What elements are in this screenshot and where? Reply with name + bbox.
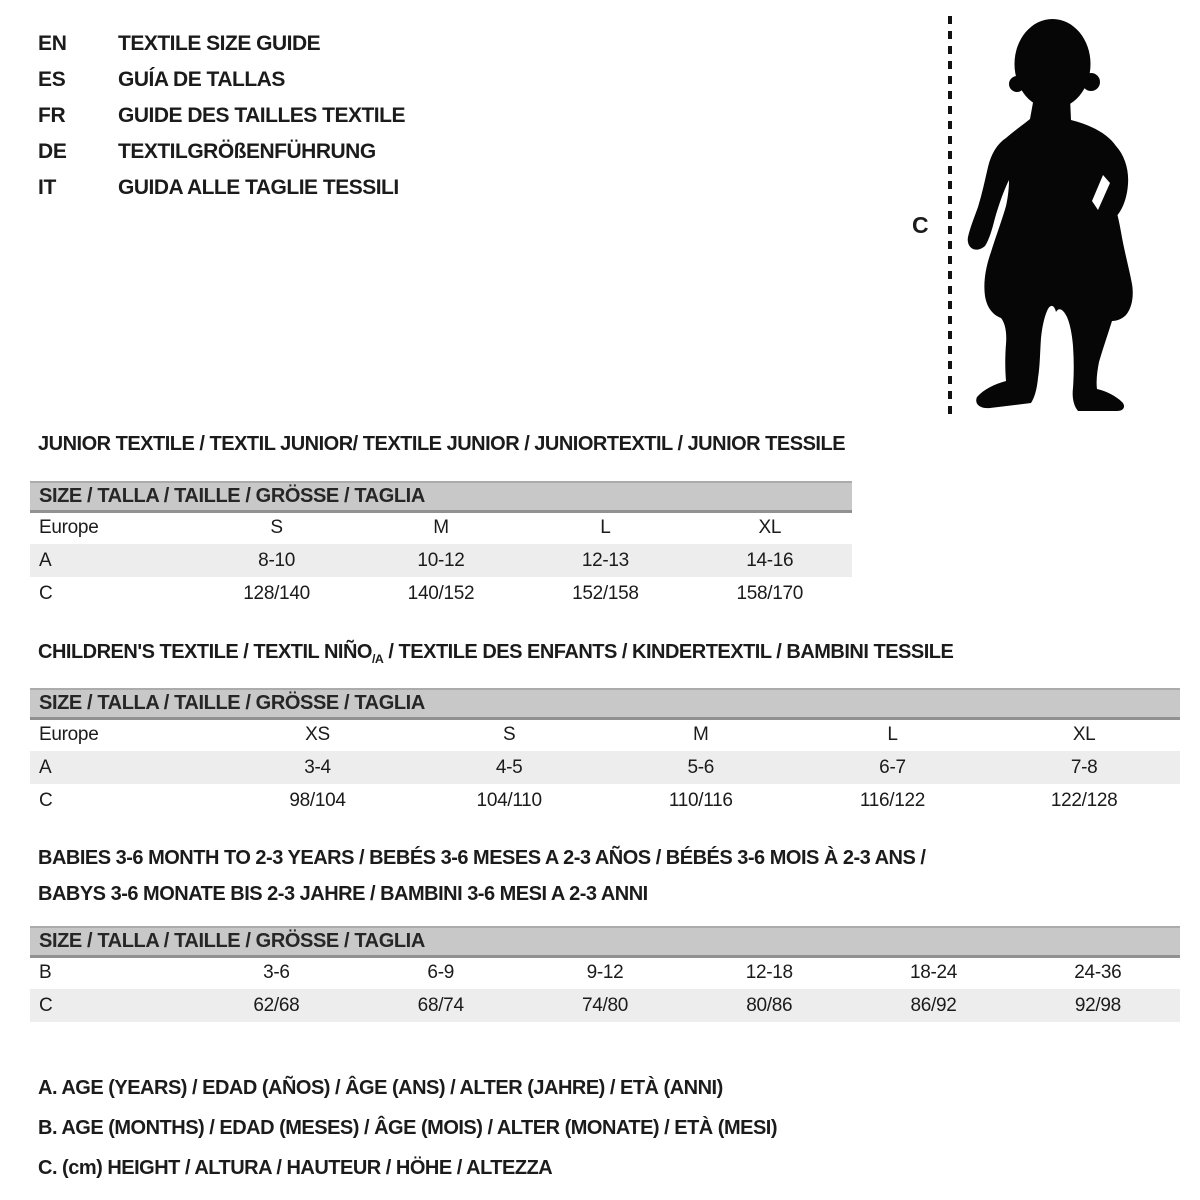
value-cell: L bbox=[887, 724, 898, 746]
size-header-row bbox=[30, 927, 1180, 956]
table-title-line: BABIES 3-6 MONTH TO 2-3 YEARS / BEBÉS 3-6 MESES A 2-3 AÑOS / BÉBÉS 3-6 MOIS À 2-3 ANS / bbox=[38, 847, 926, 869]
row-label-cell: Europe bbox=[39, 724, 99, 746]
value-cell: 7-8 bbox=[988, 751, 1180, 784]
size-header-row bbox=[30, 689, 1180, 718]
value-cell: 128/140 bbox=[243, 582, 310, 604]
value-cell: 62/68 bbox=[194, 989, 358, 1022]
value-cell: 116/122 bbox=[859, 789, 926, 811]
language-code: EN bbox=[38, 32, 67, 55]
value-cell: 98/104 bbox=[289, 789, 346, 811]
value-cell: 3-6 bbox=[263, 962, 290, 984]
value-cell: 74/80 bbox=[523, 989, 687, 1022]
size-header-cell: SIZE / TALLA / TAILLE / GRÖSSE / TAGLIA bbox=[30, 482, 852, 511]
guide-title: GUIDE DES TAILLES TEXTILE bbox=[118, 104, 405, 127]
size-header-row bbox=[30, 482, 852, 511]
row-label-legend bbox=[38, 1068, 777, 1188]
table-row bbox=[30, 544, 852, 577]
table-title-line: JUNIOR TEXTILE / TEXTIL JUNIOR/ TEXTILE JUNIOR / JUNIORTEXTIL / JUNIOR TESSILE bbox=[38, 433, 846, 455]
size-header-cell: SIZE / TALLA / TAILLE / GRÖSSE / TAGLIA bbox=[30, 927, 1180, 956]
language-row bbox=[38, 26, 405, 62]
children-size-table bbox=[30, 688, 1180, 817]
value-cell: 18-24 bbox=[909, 962, 958, 984]
height-measure-dashed-line bbox=[948, 16, 952, 416]
table-title-line: BABYS 3-6 MONATE BIS 2-3 JAHRE / BAMBINI 3-6 MESI A 2-3 ANNI bbox=[38, 883, 648, 905]
value-cell: 12-13 bbox=[523, 544, 687, 577]
guide-title: GUÍA DE TALLAS bbox=[118, 68, 285, 91]
table-row bbox=[30, 577, 852, 610]
value-cell: M bbox=[433, 517, 449, 539]
row-label-cell: A bbox=[30, 751, 222, 784]
babies-size-table bbox=[30, 926, 1180, 1022]
value-cell: XS bbox=[305, 724, 330, 746]
value-cell: 6-7 bbox=[797, 751, 989, 784]
value-cell: L bbox=[600, 517, 611, 539]
value-cell: 110/116 bbox=[668, 789, 733, 811]
value-cell: 5-6 bbox=[605, 751, 797, 784]
value-cell: XL bbox=[1072, 724, 1096, 746]
row-label-cell: C bbox=[39, 582, 53, 604]
value-cell: 6-9 bbox=[427, 962, 454, 984]
row-label-cell: B bbox=[39, 962, 52, 984]
row-label-cell: A bbox=[30, 544, 194, 577]
junior-size-table bbox=[30, 481, 852, 610]
value-cell: 9-12 bbox=[586, 962, 624, 984]
value-cell: 14-16 bbox=[688, 544, 852, 577]
value-cell: 122/128 bbox=[1050, 789, 1118, 811]
legend-line: C. (cm) HEIGHT / ALTURA / HAUTEUR / HÖHE / ALTEZZA bbox=[38, 1157, 553, 1179]
value-cell: 140/152 bbox=[407, 582, 475, 604]
value-cell: XL bbox=[758, 517, 782, 539]
value-cell: 68/74 bbox=[359, 989, 523, 1022]
table-row bbox=[30, 511, 852, 544]
table-row bbox=[30, 956, 1180, 989]
value-cell: 86/92 bbox=[851, 989, 1015, 1022]
value-cell: 8-10 bbox=[194, 544, 358, 577]
junior-section-title bbox=[38, 426, 845, 462]
guide-title: TEXTILGRÖßENFÜHRUNG bbox=[118, 140, 376, 163]
legend-line: B. AGE (MONTHS) / EDAD (MESES) / ÂGE (MOIS) / ALTER (MONATE) / ETÀ (MESI) bbox=[38, 1117, 778, 1139]
language-code: FR bbox=[38, 104, 66, 127]
value-cell: 4-5 bbox=[413, 751, 605, 784]
value-cell: S bbox=[502, 724, 516, 746]
table-row bbox=[30, 989, 1180, 1022]
value-cell: 24-36 bbox=[1074, 962, 1122, 984]
value-cell: 80/86 bbox=[687, 989, 851, 1022]
language-title-list bbox=[38, 26, 405, 206]
children-section-title bbox=[38, 634, 953, 677]
value-cell: S bbox=[270, 517, 283, 539]
value-cell: 3-4 bbox=[222, 751, 414, 784]
language-code: IT bbox=[38, 176, 57, 199]
language-row bbox=[38, 170, 405, 206]
table-row bbox=[30, 751, 1180, 784]
row-label-cell: Europe bbox=[39, 517, 99, 539]
value-cell: 92/98 bbox=[1016, 989, 1180, 1022]
value-cell: 104/110 bbox=[476, 789, 542, 811]
legend-line: A. AGE (YEARS) / EDAD (AÑOS) / ÂGE (ANS) / ALTER (JAHRE) / ETÀ (ANNI) bbox=[38, 1077, 723, 1099]
height-marker-label: C bbox=[912, 212, 929, 238]
value-cell: 12-18 bbox=[745, 962, 793, 984]
row-label-cell: C bbox=[39, 789, 53, 811]
value-cell: M bbox=[693, 724, 709, 746]
guide-title: TEXTILE SIZE GUIDE bbox=[118, 32, 321, 55]
value-cell: 10-12 bbox=[359, 544, 523, 577]
language-row bbox=[38, 134, 405, 170]
language-code: DE bbox=[38, 140, 67, 163]
size-header-cell: SIZE / TALLA / TAILLE / GRÖSSE / TAGLIA bbox=[30, 689, 1180, 718]
value-cell: 158/170 bbox=[736, 582, 804, 604]
table-row bbox=[30, 718, 1180, 751]
language-row bbox=[38, 62, 405, 98]
table-title-line: CHILDREN'S TEXTILE / TEXTIL $NIÑO_{/A}$ / TEXTILE DES ENFANTS / KINDERTEXTIL / BAMBINI TESSILE bbox=[38, 641, 954, 666]
toddler-silhouette-image bbox=[960, 12, 1142, 417]
language-code: ES bbox=[38, 68, 66, 91]
babies-section-title bbox=[38, 840, 925, 912]
language-row bbox=[38, 98, 405, 134]
value-cell: 152/158 bbox=[572, 582, 639, 604]
row-label-cell: C bbox=[30, 989, 194, 1022]
table-row bbox=[30, 784, 1180, 817]
guide-title: GUIDA ALLE TAGLIE TESSILI bbox=[118, 176, 399, 199]
